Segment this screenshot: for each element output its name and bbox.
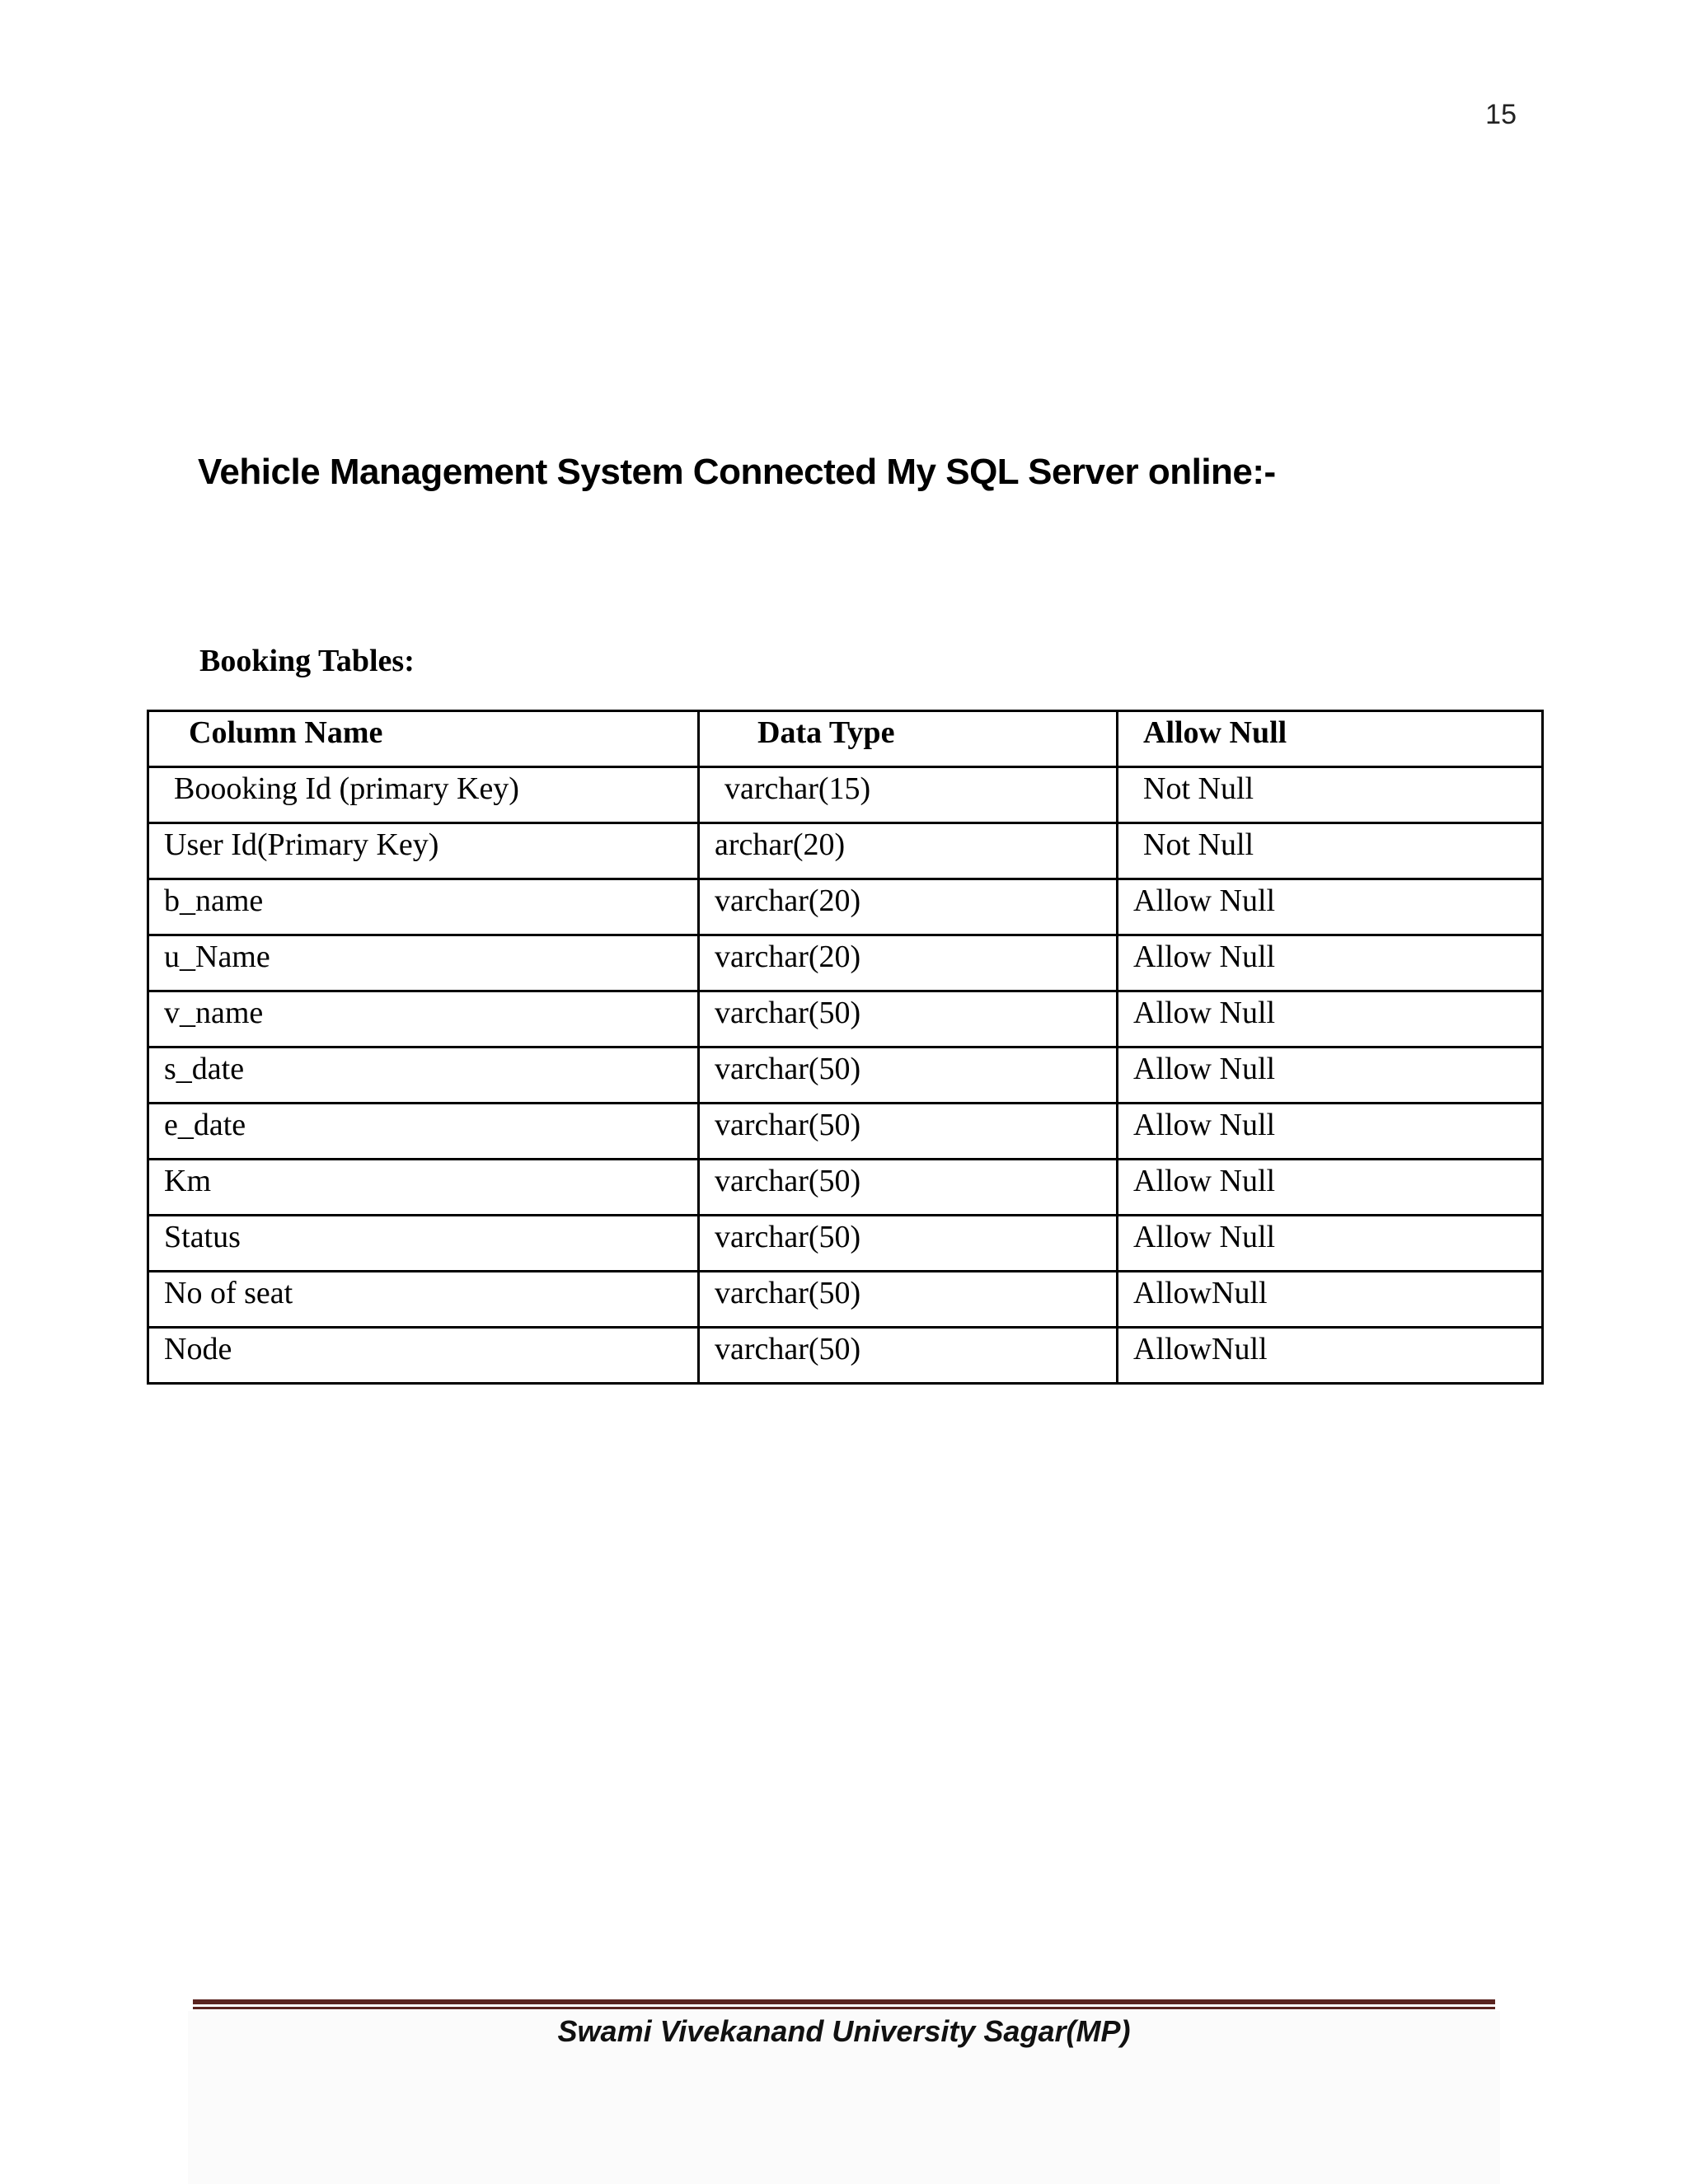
- cell-column-name: Km: [148, 1160, 699, 1216]
- cell-column-name: v_name: [148, 991, 699, 1047]
- cell-column-name: s_date: [148, 1047, 699, 1104]
- table-header-row: [148, 711, 1543, 767]
- cell-data-type: varchar(50): [699, 1104, 1118, 1160]
- cell-allow-null: Allow Null: [1118, 1160, 1543, 1216]
- header-column-name: Column Name: [148, 711, 699, 767]
- cell-allow-null: Not Null: [1118, 823, 1543, 879]
- table-row: [148, 1047, 1543, 1104]
- table-row: [148, 1272, 1543, 1328]
- cell-data-type: varchar(50): [699, 991, 1118, 1047]
- cell-data-type: varchar(15): [699, 767, 1118, 823]
- cell-allow-null: Allow Null: [1118, 879, 1543, 935]
- table-row: [148, 879, 1543, 935]
- table-row: [148, 767, 1543, 823]
- table-caption: Booking Tables:: [199, 644, 415, 678]
- cell-allow-null: Allow Null: [1118, 935, 1543, 991]
- cell-column-name: Node: [148, 1328, 699, 1384]
- cell-allow-null: Not Null: [1118, 767, 1543, 823]
- cell-column-name: No of seat: [148, 1272, 699, 1328]
- cell-column-name: u_Name: [148, 935, 699, 991]
- cell-data-type: varchar(20): [699, 879, 1118, 935]
- footer-university-name: Swami Vivekanand University Sagar(MP): [557, 2014, 1131, 2048]
- table-row: [148, 1104, 1543, 1160]
- header-data-type: Data Type: [699, 711, 1118, 767]
- cell-data-type: varchar(50): [699, 1216, 1118, 1272]
- cell-column-name: Status: [148, 1216, 699, 1272]
- table-row: [148, 1160, 1543, 1216]
- cell-data-type: varchar(50): [699, 1160, 1118, 1216]
- cell-allow-null: AllowNull: [1118, 1328, 1543, 1384]
- cell-data-type: varchar(50): [699, 1047, 1118, 1104]
- table-row: [148, 1328, 1543, 1384]
- cell-allow-null: Allow Null: [1118, 1216, 1543, 1272]
- cell-data-type: archar(20): [699, 823, 1118, 879]
- header-allow-null: Allow Null: [1118, 711, 1543, 767]
- booking-table: [147, 710, 1544, 1385]
- table-row: [148, 935, 1543, 991]
- cell-allow-null: AllowNull: [1118, 1272, 1543, 1328]
- cell-column-name: e_date: [148, 1104, 699, 1160]
- cell-allow-null: Allow Null: [1118, 1047, 1543, 1104]
- cell-allow-null: Allow Null: [1118, 1104, 1543, 1160]
- footer-divider-thin: [193, 2007, 1495, 2009]
- page-number: 15: [1485, 99, 1517, 130]
- cell-data-type: varchar(50): [699, 1272, 1118, 1328]
- table-row: [148, 1216, 1543, 1272]
- cell-column-name: Boooking Id (primary Key): [148, 767, 699, 823]
- table-row: [148, 823, 1543, 879]
- page-heading: Vehicle Management System Connected My SQL Server online:-: [198, 452, 1276, 492]
- cell-column-name: b_name: [148, 879, 699, 935]
- cell-allow-null: Allow Null: [1118, 991, 1543, 1047]
- cell-column-name: User Id(Primary Key): [148, 823, 699, 879]
- cell-data-type: varchar(20): [699, 935, 1118, 991]
- footer-divider-thick: [193, 1999, 1495, 2004]
- table-row: [148, 991, 1543, 1047]
- cell-data-type: varchar(50): [699, 1328, 1118, 1384]
- footer-divider: [193, 1999, 1495, 2011]
